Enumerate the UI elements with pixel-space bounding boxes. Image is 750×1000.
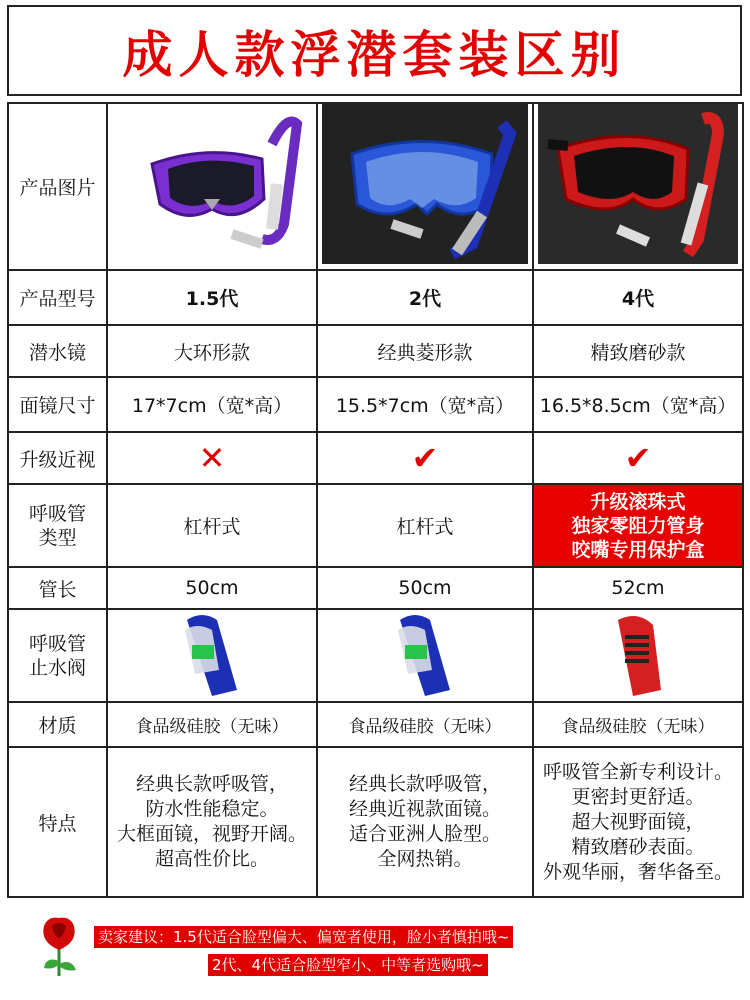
row-snorkel-type	[8, 484, 743, 567]
label-model: 产品型号	[8, 270, 107, 325]
features-3	[533, 747, 743, 897]
mask-3: 精致磨砂款	[533, 325, 743, 377]
size-1: 17*7cm（宽*高）	[107, 377, 317, 432]
feature-line: 经典长款呼吸管，	[135, 773, 288, 795]
snorkel-type-3-line-1: 升级滚珠式	[590, 490, 686, 513]
feature-line: 全网热销。	[377, 848, 473, 870]
label-snorkel-type-text: 呼吸管类型	[28, 502, 86, 549]
features-1	[107, 747, 317, 897]
feature-line: 呼吸管全新专利设计。	[542, 760, 733, 783]
row-mask	[8, 325, 743, 377]
feature-line: 更密封更舒适。	[571, 785, 705, 808]
row-valve	[8, 609, 743, 702]
page-title: 成人款浮潜套装区别	[122, 25, 627, 84]
rose-icon	[38, 916, 80, 978]
material-2: 食品级硅胶（无味）	[317, 702, 533, 747]
product-image-2	[317, 103, 533, 270]
valve-image-1	[107, 609, 317, 702]
product-image-1	[107, 103, 317, 270]
label-snorkel-type	[8, 484, 107, 567]
feature-line: 经典长款呼吸管，	[348, 773, 501, 795]
feature-line: 经典近视款面镜。	[348, 798, 501, 820]
row-image	[8, 103, 743, 270]
check-icon: ✔	[624, 439, 652, 477]
valve-image-3	[533, 609, 743, 702]
title-banner	[7, 5, 742, 96]
feature-line: 超高性价比。	[154, 848, 269, 870]
snorkel-type-3	[533, 484, 743, 567]
label-image: 产品图片	[8, 103, 107, 270]
features-2	[317, 747, 533, 897]
product-image-3	[533, 103, 743, 270]
size-2: 15.5*7cm（宽*高）	[317, 377, 533, 432]
snorkel-type-1: 杠杆式	[107, 484, 317, 567]
check-icon: ✔	[411, 439, 439, 477]
size-3: 16.5*8.5cm（宽*高）	[533, 377, 743, 432]
model-2: 2代	[317, 270, 533, 325]
row-features	[8, 747, 743, 897]
length-2: 50cm	[317, 567, 533, 609]
feature-line: 防水性能稳定。	[145, 798, 279, 820]
row-myopia	[8, 432, 743, 484]
row-model	[8, 270, 743, 325]
length-3: 52cm	[533, 567, 743, 609]
length-1: 50cm	[107, 567, 317, 609]
mask-2: 经典菱形款	[317, 325, 533, 377]
snorkel-type-3-line-2: 独家零阻力管身	[571, 514, 705, 537]
cross-icon: ✕	[198, 439, 226, 477]
material-3: 食品级硅胶（无味）	[533, 702, 743, 747]
feature-line: 精致磨砂表面。	[571, 835, 705, 858]
myopia-1	[107, 432, 317, 484]
label-material: 材质	[8, 702, 107, 747]
label-valve	[8, 609, 107, 702]
myopia-3	[533, 432, 743, 484]
note-line-1: 卖家建议：1.5代适合脸型偏大、偏宽者使用，脸小者慎拍哦~	[94, 926, 513, 948]
label-size: 面镜尺寸	[8, 377, 107, 432]
snorkel-type-3-line-3: 咬嘴专用保护盒	[571, 538, 705, 561]
model-3: 4代	[533, 270, 743, 325]
row-length	[8, 567, 743, 609]
valve-image-2	[317, 609, 533, 702]
label-length: 管长	[8, 567, 107, 609]
note-line-2: 2代、4代适合脸型窄小、中等者选购哦~	[208, 954, 488, 976]
row-size	[8, 377, 743, 432]
label-features: 特点	[8, 747, 107, 897]
feature-line: 外观华丽，奢华备至。	[542, 860, 733, 883]
myopia-2	[317, 432, 533, 484]
label-mask: 潜水镜	[8, 325, 107, 377]
mask-1: 大环形款	[107, 325, 317, 377]
seller-note	[40, 922, 740, 982]
material-1: 食品级硅胶（无味）	[107, 702, 317, 747]
model-1: 1.5代	[107, 270, 317, 325]
row-material	[8, 702, 743, 747]
snorkel-type-2: 杠杆式	[317, 484, 533, 567]
label-myopia: 升级近视	[8, 432, 107, 484]
comparison-table	[7, 102, 744, 898]
feature-line: 超大视野面镜，	[571, 810, 705, 833]
label-valve-text: 呼吸管止水阀	[28, 632, 86, 679]
feature-line: 适合亚洲人脸型。	[348, 823, 501, 845]
feature-line: 大框面镜，视野开阔。	[116, 823, 307, 845]
